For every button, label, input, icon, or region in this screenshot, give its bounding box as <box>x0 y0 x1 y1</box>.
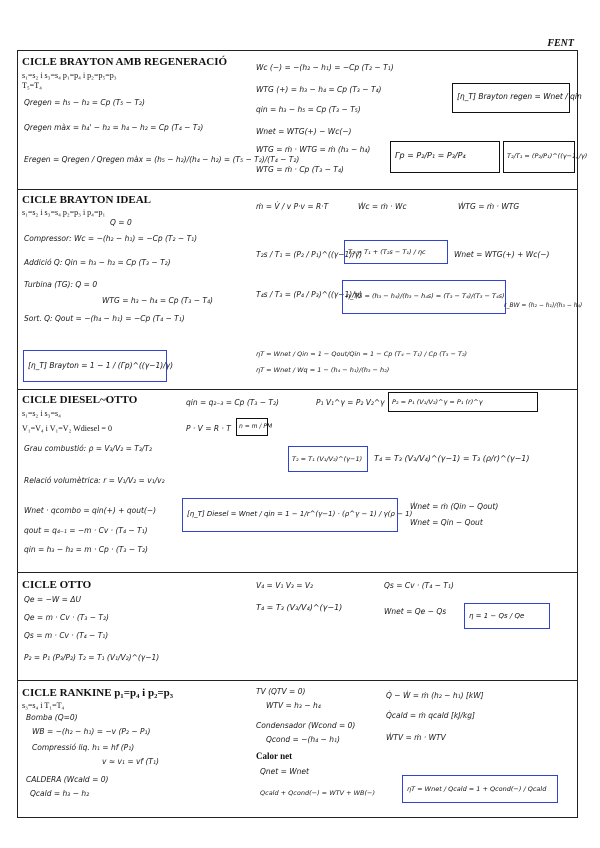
formula: WB = −(h₂ − h₁) = −v (P₂ − P₁) <box>32 727 151 736</box>
formula: T₂s / T₁ = (P₂ / P₁)^((γ−1)/γ) <box>256 250 363 259</box>
formula: Relació volumètrica: r = V₁/V₂ = v₁/v₂ <box>24 476 165 485</box>
section-title: CICLE DIESEL~OTTO <box>22 394 138 406</box>
formula: Addició Q: Qin = h₃ − h₂ = Cp (T₃ − T₂) <box>24 258 171 267</box>
formula: Eregen = Qregen / Qregen màx = (h₅ − h₂)/(h₄ − h₂) = (T₅ − T₂)/(T₄ − T₂) <box>24 155 300 164</box>
formula: Qs = Cv · (T₄ − T₁) <box>384 581 454 590</box>
formula: Qregen = h₅ − h₂ = Cp (T₅ − T₂) <box>24 98 145 107</box>
conditions: T₅=T₄ <box>22 81 42 90</box>
section-rankine <box>18 681 577 819</box>
section-title: CICLE BRAYTON IDEAL <box>22 194 151 206</box>
formula: Q̇cald = ṁ qcald [kJ/kg] <box>386 711 475 720</box>
section-otto <box>18 573 577 681</box>
formula: Qcald + Qcond(−) = WTV + WB(−) <box>260 789 376 797</box>
formula: WTV = h₃ − h₄ <box>266 701 321 710</box>
formula: Bomba (Q=0) <box>26 713 78 722</box>
conditions: s₁=s₂ i s₃=s₄ p₂=p₃ i p₄=p₁ <box>22 208 106 217</box>
formula: qout = q₄₋₁ = −m · Cv · (T₄ − T₁) <box>24 526 148 535</box>
formula: qin = h₃ − h₂ = m · Cp · (T₃ − T₂) <box>24 545 148 554</box>
section-brayton-ideal <box>18 190 583 390</box>
formula: ηT = Wnet / Wq = 1 − (h₄ − h₁)/(h₃ − h₂) <box>256 366 390 374</box>
conditions: s₃=s₄ i T₁=T₄ <box>22 701 65 710</box>
formula: Wc (−) = −(h₂ − h₁) = −Cp (T₂ − T₁) <box>256 63 394 72</box>
result-box: T₂ = T₁ (V₁/V₂)^(γ−1) <box>288 446 368 472</box>
result-box: T₂ = T₁ + (T₂s − T₁) / ηc <box>344 240 448 264</box>
formula: Q = 0 <box>110 218 132 227</box>
formula: P₂ = P₁ (P₃/P₂) T₂ = T₁ (V₁/V₂)^(γ−1) <box>24 653 160 662</box>
formula: ẆTV = ṁ · WTV <box>386 733 446 742</box>
formula: Qregen màx = h₄' − h₂ = h₄ − h₂ = Cp (T₄ − T₂) <box>24 123 204 132</box>
subheading: Calor net <box>256 751 293 761</box>
formula: qin = q₂₋₃ = Cp (T₃ − T₂) <box>186 398 279 407</box>
formula: Wnet · qcombo = qin(+) + qout(−) <box>24 506 157 515</box>
formula: Qcald = h₃ − h₂ <box>30 789 90 798</box>
formula: Wnet = Qe − Qs <box>384 607 447 616</box>
result-box: Γp = P₂/P₁ = P₃/P₄ <box>390 141 500 173</box>
formula: ẆTG = ṁ · WTG <box>458 202 520 211</box>
formula: Sort. Q: Qout = −(h₄ − h₁) = −Cp (T₄ − T₁) <box>24 314 185 323</box>
section-diesel-otto <box>18 390 577 573</box>
formula: Wnet = Qin − Qout <box>410 518 483 527</box>
formula: TV (QTV = 0) <box>256 687 306 696</box>
formula: P₁ V₁^γ = P₂ V₂^γ <box>316 398 385 407</box>
formula: CALDERA (Wcald = 0) <box>26 775 109 784</box>
formula: r_BW = (h₂ − h₁)/(h₃ − h₄) <box>504 302 583 309</box>
formula: Ẇnet = ṁ (Qin − Qout) <box>410 502 499 511</box>
formula: WTG = ṁ · Cp (T₃ − T₄) <box>256 165 344 174</box>
formula: P · V = R · T <box>186 424 231 433</box>
formula: T₄s / T₃ = (P₄ / P₃)^((γ−1)/γ) <box>256 290 363 299</box>
conditions: s₁=s₂ i s₃=s₄ p₁=p₄ i p₂=p₅=p₃ <box>22 71 117 80</box>
formula: Qs = m · Cv · (T₄ − T₁) <box>24 631 109 640</box>
formula-sheet <box>17 50 588 818</box>
formula: Compressor: Wc = −(h₂ − h₁) = −Cp (T₂ − T₁) <box>24 234 198 243</box>
formula: Qnet = Wnet <box>260 767 309 776</box>
formula: T₄ = T₃ (V₃/V₄)^(γ−1) = T₃ (ρ/r)^(γ−1) <box>374 454 530 463</box>
result-box: ηT = Wnet / Qcald = 1 + Qcond(−) / Qcald <box>402 775 558 803</box>
result-box: T₂/T₁ = (P₂/P₁)^((γ−1)/γ) <box>503 141 575 173</box>
formula: Wnet = WTG(+) + Wc(−) <box>454 250 550 259</box>
formula: T₄ = T₃ (V₃/V₄)^(γ−1) <box>256 603 343 612</box>
formula: Ẇc = ṁ · Wc <box>358 202 407 211</box>
result-box: [η_T] Brayton = 1 − 1 / (Γp)^((γ−1)/γ) <box>23 350 167 382</box>
formula: Grau combustió: ρ = V₃/V₂ = T₃/T₂ <box>24 444 152 453</box>
result-box: η_TG = (h₃ − h₄)/(h₃ − h₄s) = (T₃ − T₄)/(T₃ − T₄s) <box>342 280 506 314</box>
section-brayton-regen <box>18 51 588 190</box>
result-box: [η_T] Brayton regen = Wnet / qin <box>452 83 570 113</box>
section-title: CICLE BRAYTON AMB REGENERACIÓ <box>22 56 228 68</box>
result-box: n = m / PM <box>236 418 268 436</box>
conditions: V₁=V₄ i V₁=V₂ Wdiesel = 0 <box>22 424 112 433</box>
formula: Compressió liq. h₁ = hf (P₁) <box>32 743 135 752</box>
formula: WTG (+) = h₃ − h₄ = Cp (T₃ − T₄) <box>256 85 382 94</box>
section-title: CICLE RANKINE p₁=p₄ i p₂=p₃ <box>22 687 174 699</box>
conditions: s₁=s₂ i s₃=s₄ <box>22 409 61 418</box>
formula: Qe = −W = ΔU <box>24 595 81 604</box>
formula: Qe = m · Cv · (T₃ − T₂) <box>24 613 109 622</box>
formula: ηT = Wnet / Qin = 1 − Qout/Qin = 1 − Cp (T₄ − T₁) / Cp (T₃ − T₂) <box>256 350 468 358</box>
formula: Turbina (TG): Q = 0 <box>24 280 98 289</box>
formula: Q̇ − Ẇ = ṁ (h₂ − h₁) [kW] <box>386 691 484 700</box>
formula: WTG = h₃ − h₄ = Cp (T₃ − T₄) <box>102 296 213 305</box>
formula: Condensador (Wcond = 0) <box>256 721 356 730</box>
formula: Qcond = −(h₄ − h₁) <box>266 735 340 744</box>
section-title: CICLE OTTO <box>22 579 92 591</box>
result-box: P₂ = P₁ (V₁/V₂)^γ = P₁ (r)^γ <box>388 392 538 412</box>
formula: v ≈ v₁ = vf (T₁) <box>102 757 159 766</box>
formula: WTG = ṁ · WTG = ṁ (h₃ − h₄) <box>256 145 371 154</box>
formula: ṁ = V̇ / v P·v = R·T <box>256 202 329 211</box>
formula: V₄ = V₁ V₃ = V₂ <box>256 581 314 590</box>
formula: Wnet = WTG(+) − Wc(−) <box>256 127 352 136</box>
page-header: FENT <box>547 38 574 49</box>
result-box: [η_T] Diesel = Wnet / qin = 1 − 1/r^(γ−1) · (ρ^γ − 1) / γ(ρ − 1) <box>182 498 398 532</box>
result-box: η = 1 − Qs / Qe <box>464 603 550 629</box>
formula: qin = h₃ − h₅ = Cp (T₃ − T₅) <box>256 105 361 114</box>
